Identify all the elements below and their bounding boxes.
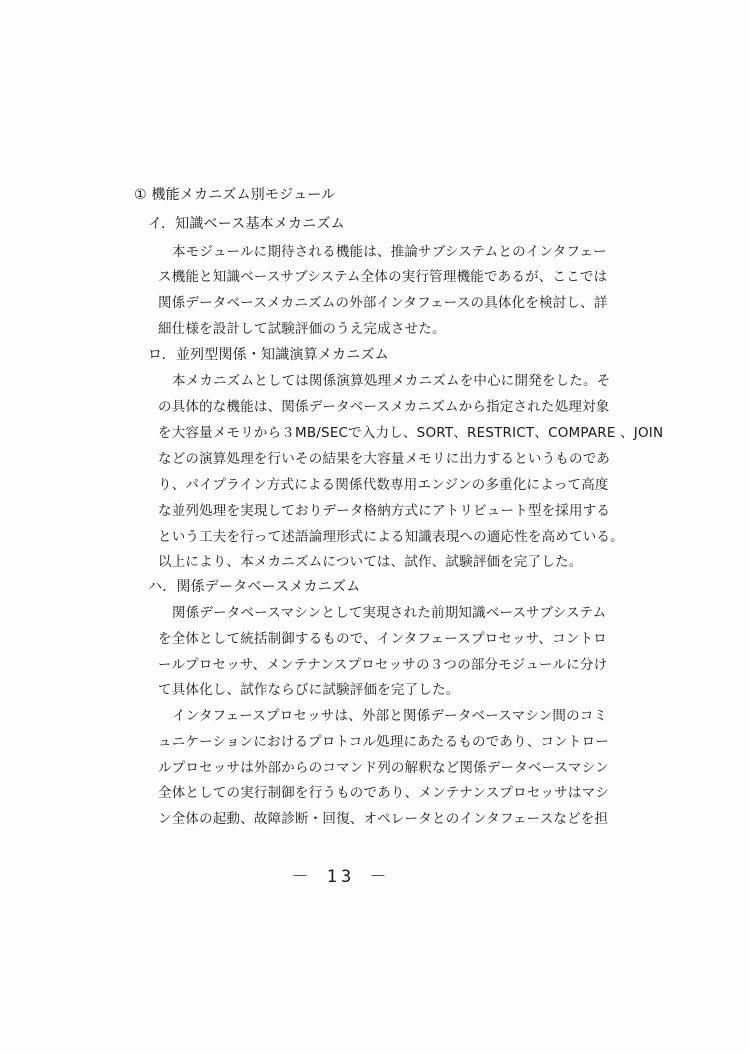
paragraph-line: て具体化し、試作ならびに試験評価を完了した。 — [158, 682, 460, 698]
paragraph-line: り、パイプライン方式による関係代数専用エンジンの多重化によって高度 — [158, 477, 609, 493]
paragraph-line: ルプロセッサは外部からのコマンド列の解釈など関係データベースマシン — [158, 760, 609, 776]
page-number: － 13 － — [291, 867, 391, 887]
paragraph-line: などの演算処理を行いその結果を大容量メモリに出力するというものであ — [158, 451, 611, 467]
section-heading: ① 機能メカニズム別モジュール — [134, 187, 336, 203]
paragraph-line: を全体として統括制御するもので、インタフェースプロセッサ、コントロ — [158, 631, 607, 647]
paragraph-line: を大容量メモリから３MB/SECで入力し、SORT、RESTRICT、COMPARE 、JOIN — [158, 425, 664, 441]
paragraph-line: ス機能と知識ベースサブシステム全体の実行管理機能であるが、ここでは — [158, 269, 608, 285]
paragraph-line: の具体的な機能は、関係データベースメカニズムから指定された処理対象 — [158, 399, 610, 415]
paragraph-line: な並列処理を実現しておりデータ格納方式にアトリビュート型を採用する — [158, 503, 611, 519]
paragraph-line: 以上により、本メカニズムについては、試作、試験評価を完了した。 — [158, 554, 583, 570]
paragraph-line: 本モジュールに期待される機能は、推論サブシステムとのインタフェー — [172, 244, 607, 260]
paragraph-line: 全体としての実行制御を行うものであり、メンテナンスプロセッサはマシ — [158, 785, 610, 801]
paragraph-line: 本メカニズムとしては関係演算処理メカニズムを中心に開発をした。そ — [172, 373, 611, 389]
paragraph-line: という工夫を行って述語論理形式による知識表現への適応性を高めている。 — [158, 529, 624, 545]
subsection-title-ha: ハ．関係データベースメカニズム — [148, 579, 361, 595]
subsection-title-i: イ．知識ベース基本メカニズム — [148, 216, 345, 232]
paragraph-line: ュニケーションにおけるプロトコル処理にあたるものであり、コントロー — [158, 734, 610, 750]
paragraph-line: 細仕様を設計して試験評価のうえ完成させた。 — [158, 321, 446, 337]
paragraph-line: インタフェースプロセッサは、外部と関係データベースマシン間のコミ — [172, 708, 608, 724]
paragraph-line: 関係データベースメカニズムの外部インタフェースの具体化を検討し、詳 — [158, 295, 608, 311]
subsection-title-ro: ロ．並列型関係・知識演算メカニズム — [148, 347, 389, 363]
paragraph-line: ールプロセッサ、メンテナンスプロセッサの３つの部分モジュールに分け — [158, 657, 608, 673]
paragraph-line: ン全体の起動、故障診断・回復、オペレータとのインタフェースなどを担 — [158, 811, 609, 827]
paragraph-line: 関係データベースマシンとして実現された前期知識ベースサブシステム — [172, 605, 607, 621]
